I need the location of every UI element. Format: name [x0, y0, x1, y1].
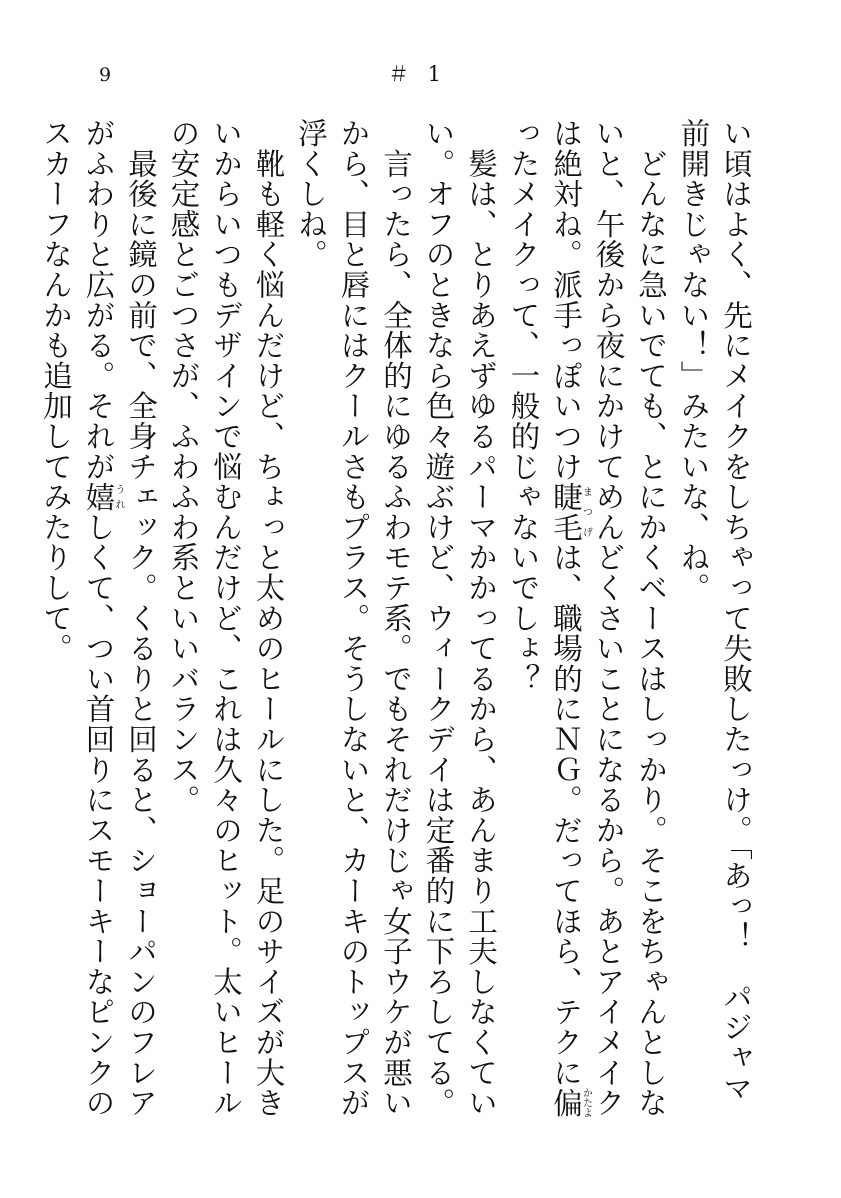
paragraph-4: 言ったら、全体的にゆるふわモテ系。でもそれだけじゃ女子ウケが悪いから、目と唇にはクールさもプラス。そうしないと、カーキのトップスが浮くしね。 [294, 118, 413, 1118]
furigana-ruby: 偏かたよ [549, 1087, 592, 1118]
furigana-ruby: 嬉うれ [81, 481, 124, 512]
chapter-heading: ＃ 1 [388, 62, 448, 86]
body-text [35, 118, 758, 1128]
furigana-ruby: 睫毛まつげ [549, 481, 592, 543]
page-number: 9 [99, 64, 112, 86]
paragraph-2: どんなに急いでても、とにかくベースはしっかり。そこをちゃんとしないと、午後から夜にかけてめんどくさいことになるから。あとアイメイクは絶対ね。派手っぽいつけ睫毛まつげは、職場的にＮＧ。だってほら、テクに偏かたよったメイクって、一般的じゃないでしょ？ [506, 118, 668, 1118]
paragraph-5: 靴も軽く悩んだけど、ちょっと太めのヒールにした。足のサイズが大きいからいつもデザインで悩むんだけど、これは久々のヒット。太いヒールの安定感とごつさが、ふわふわ系といいバランス。 [166, 118, 286, 1118]
paragraph-6: 最後に鏡の前で、全身チェック。くるりと回ると、ショーパンのフレアがふわりと広がる。それが嬉うれしくて、つい首回りにスモーキーなピンクのスカーフなんかも追加してみたりして。 [39, 118, 158, 1118]
paragraph-3: 髪は、とりあえずゆるパーマかかってるから、あんまり工夫しなくていい。オフのときなら色々遊ぶけど、ウィークデイは定番的に下ろしてる。 [421, 118, 498, 1118]
paragraph-1: い頃はよく、先にメイクをしちゃって失敗したっけ。「あっ！ パジャマ前開きじゃない！」みたいな、ね。 [676, 118, 753, 1104]
